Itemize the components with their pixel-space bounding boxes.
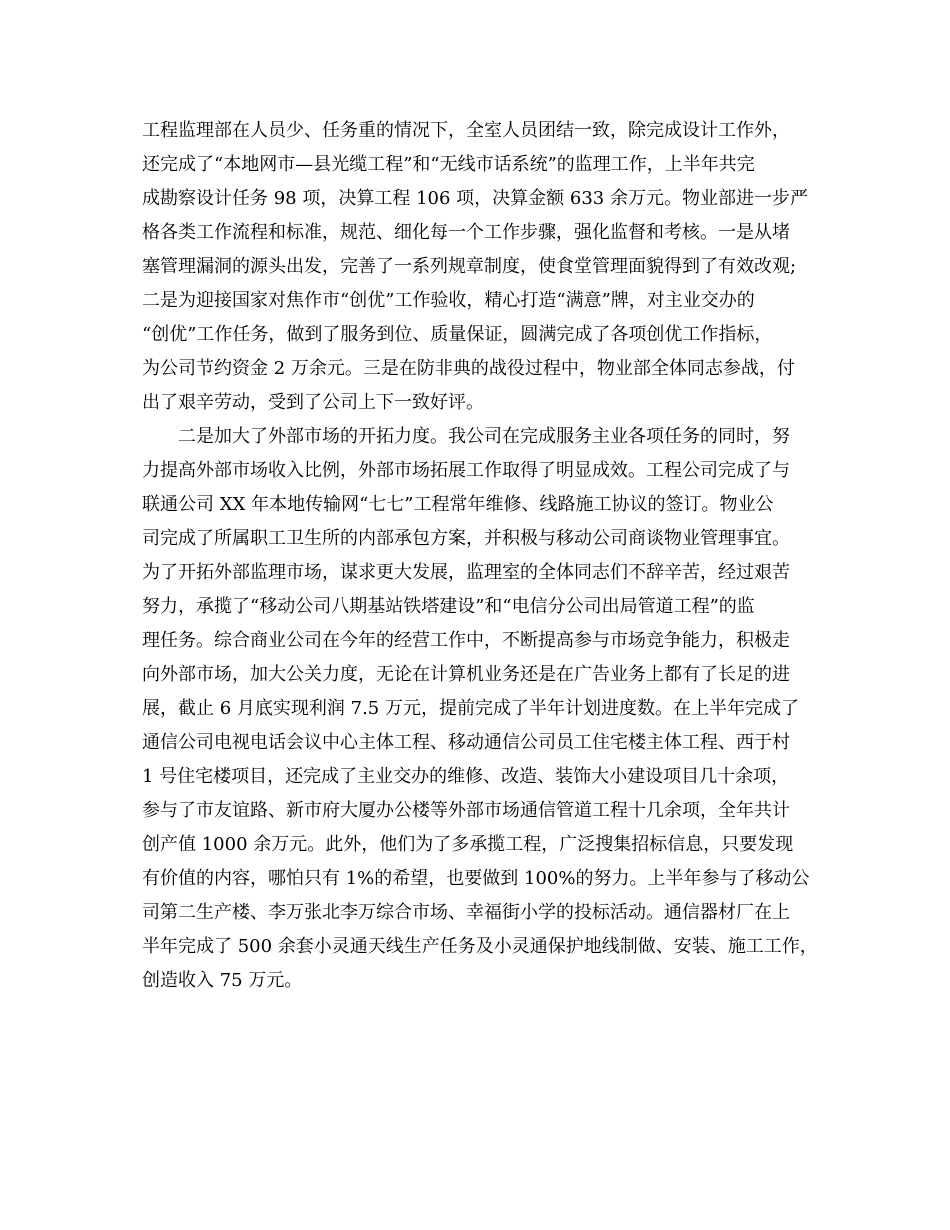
- text-line: 参与了市友谊路、新市府大厦办公楼等外部市场通信管道工程十几余项，全年共计: [142, 800, 790, 821]
- text-line: 1 号住宅楼项目，还完成了主业交办的维修、改造、装饰大小建设项目几十余项，: [142, 766, 790, 787]
- text-line: “创优”工作任务，做到了服务到位、质量保证，圆满完成了各项创优工作指标，: [142, 324, 773, 345]
- text-line: 力提高外部市场收入比例，外部市场拓展工作取得了明显成效。工程公司完成了与: [142, 460, 790, 481]
- text-line: 半年完成了 500 余套小灵通天线生产任务及小灵通保护地线制做、安装、施工工作，: [142, 936, 818, 957]
- text-line: 为了开拓外部监理市场，谋求更大发展，监理室的全体同志们不辞辛苦，经过艰苦: [142, 562, 790, 583]
- text-line: 司完成了所属职工卫生所的内部承包方案，并积极与移动公司商谈物业管理事宜。: [142, 528, 790, 549]
- text-line: 努力，承揽了“移动公司八期基站铁塔建设”和“电信分公司出局管道工程”的监: [142, 596, 755, 617]
- text-line: 联通公司 XX 年本地传输网“七七”工程常年维修、线路施工协议的签订。物业公: [142, 494, 774, 515]
- text-line: 创造收入 75 万元。: [142, 970, 303, 991]
- text-line: 二是为迎接国家对焦作市“创优”工作验收，精心打造“满意”牌，对主业交办的: [142, 290, 755, 311]
- text-line: 格各类工作流程和标准，规范、细化每一个工作步骤，强化监督和考核。一是从堵: [142, 222, 790, 243]
- text-line: 展，截止 6 月底实现利润 7.5 万元，提前完成了半年计划进度数。在上半年完成了: [142, 698, 799, 719]
- text-line: 有价值的内容，哪怕只有 1%的希望，也要做到 100%的努力。上半年参与了移动公: [142, 868, 810, 889]
- text-line: 成勘察设计任务 98 项，决算工程 106 项，决算金额 633 余万元。物业部进一步严: [142, 188, 808, 209]
- text-line: 工程监理部在人员少、任务重的情况下，全室人员团结一致，除完成设计工作外，: [142, 120, 790, 141]
- text-line: 向外部市场，加大公关力度，无论在计算机业务还是在广告业务上都有了长足的进: [142, 664, 790, 685]
- text-line: 出了艰辛劳动，受到了公司上下一致好评。: [142, 392, 484, 413]
- text-line: 还完成了“本地网市—县光缆工程”和“无线市话系统”的监理工作，上半年共完: [142, 154, 755, 175]
- text-line: 为公司节约资金 2 万余元。三是在防非典的战役过程中，物业部全体同志参战，付: [142, 358, 795, 379]
- document-body: [142, 114, 842, 998]
- text-line: 二是加大了外部市场的开拓力度。我公司在完成服务主业各项任务的同时，努: [142, 426, 790, 447]
- text-line: 通信公司电视电话会议中心主体工程、移动通信公司员工住宅楼主体工程、西于村: [142, 732, 790, 753]
- text-line: 塞管理漏洞的源头出发，完善了一系列规章制度，使食堂管理面貌得到了有效改观;: [142, 256, 797, 277]
- text-line: 理任务。综合商业公司在今年的经营工作中，不断提高参与市场竞争能力，积极走: [142, 630, 790, 651]
- text-line: 司第二生产楼、李万张北李万综合市场、幸福街小学的投标活动。通信器材厂在上: [142, 902, 790, 923]
- text-line: 创产值 1000 余万元。此外，他们为了多承揽工程，广泛搜集招标信息，只要发现: [142, 834, 794, 855]
